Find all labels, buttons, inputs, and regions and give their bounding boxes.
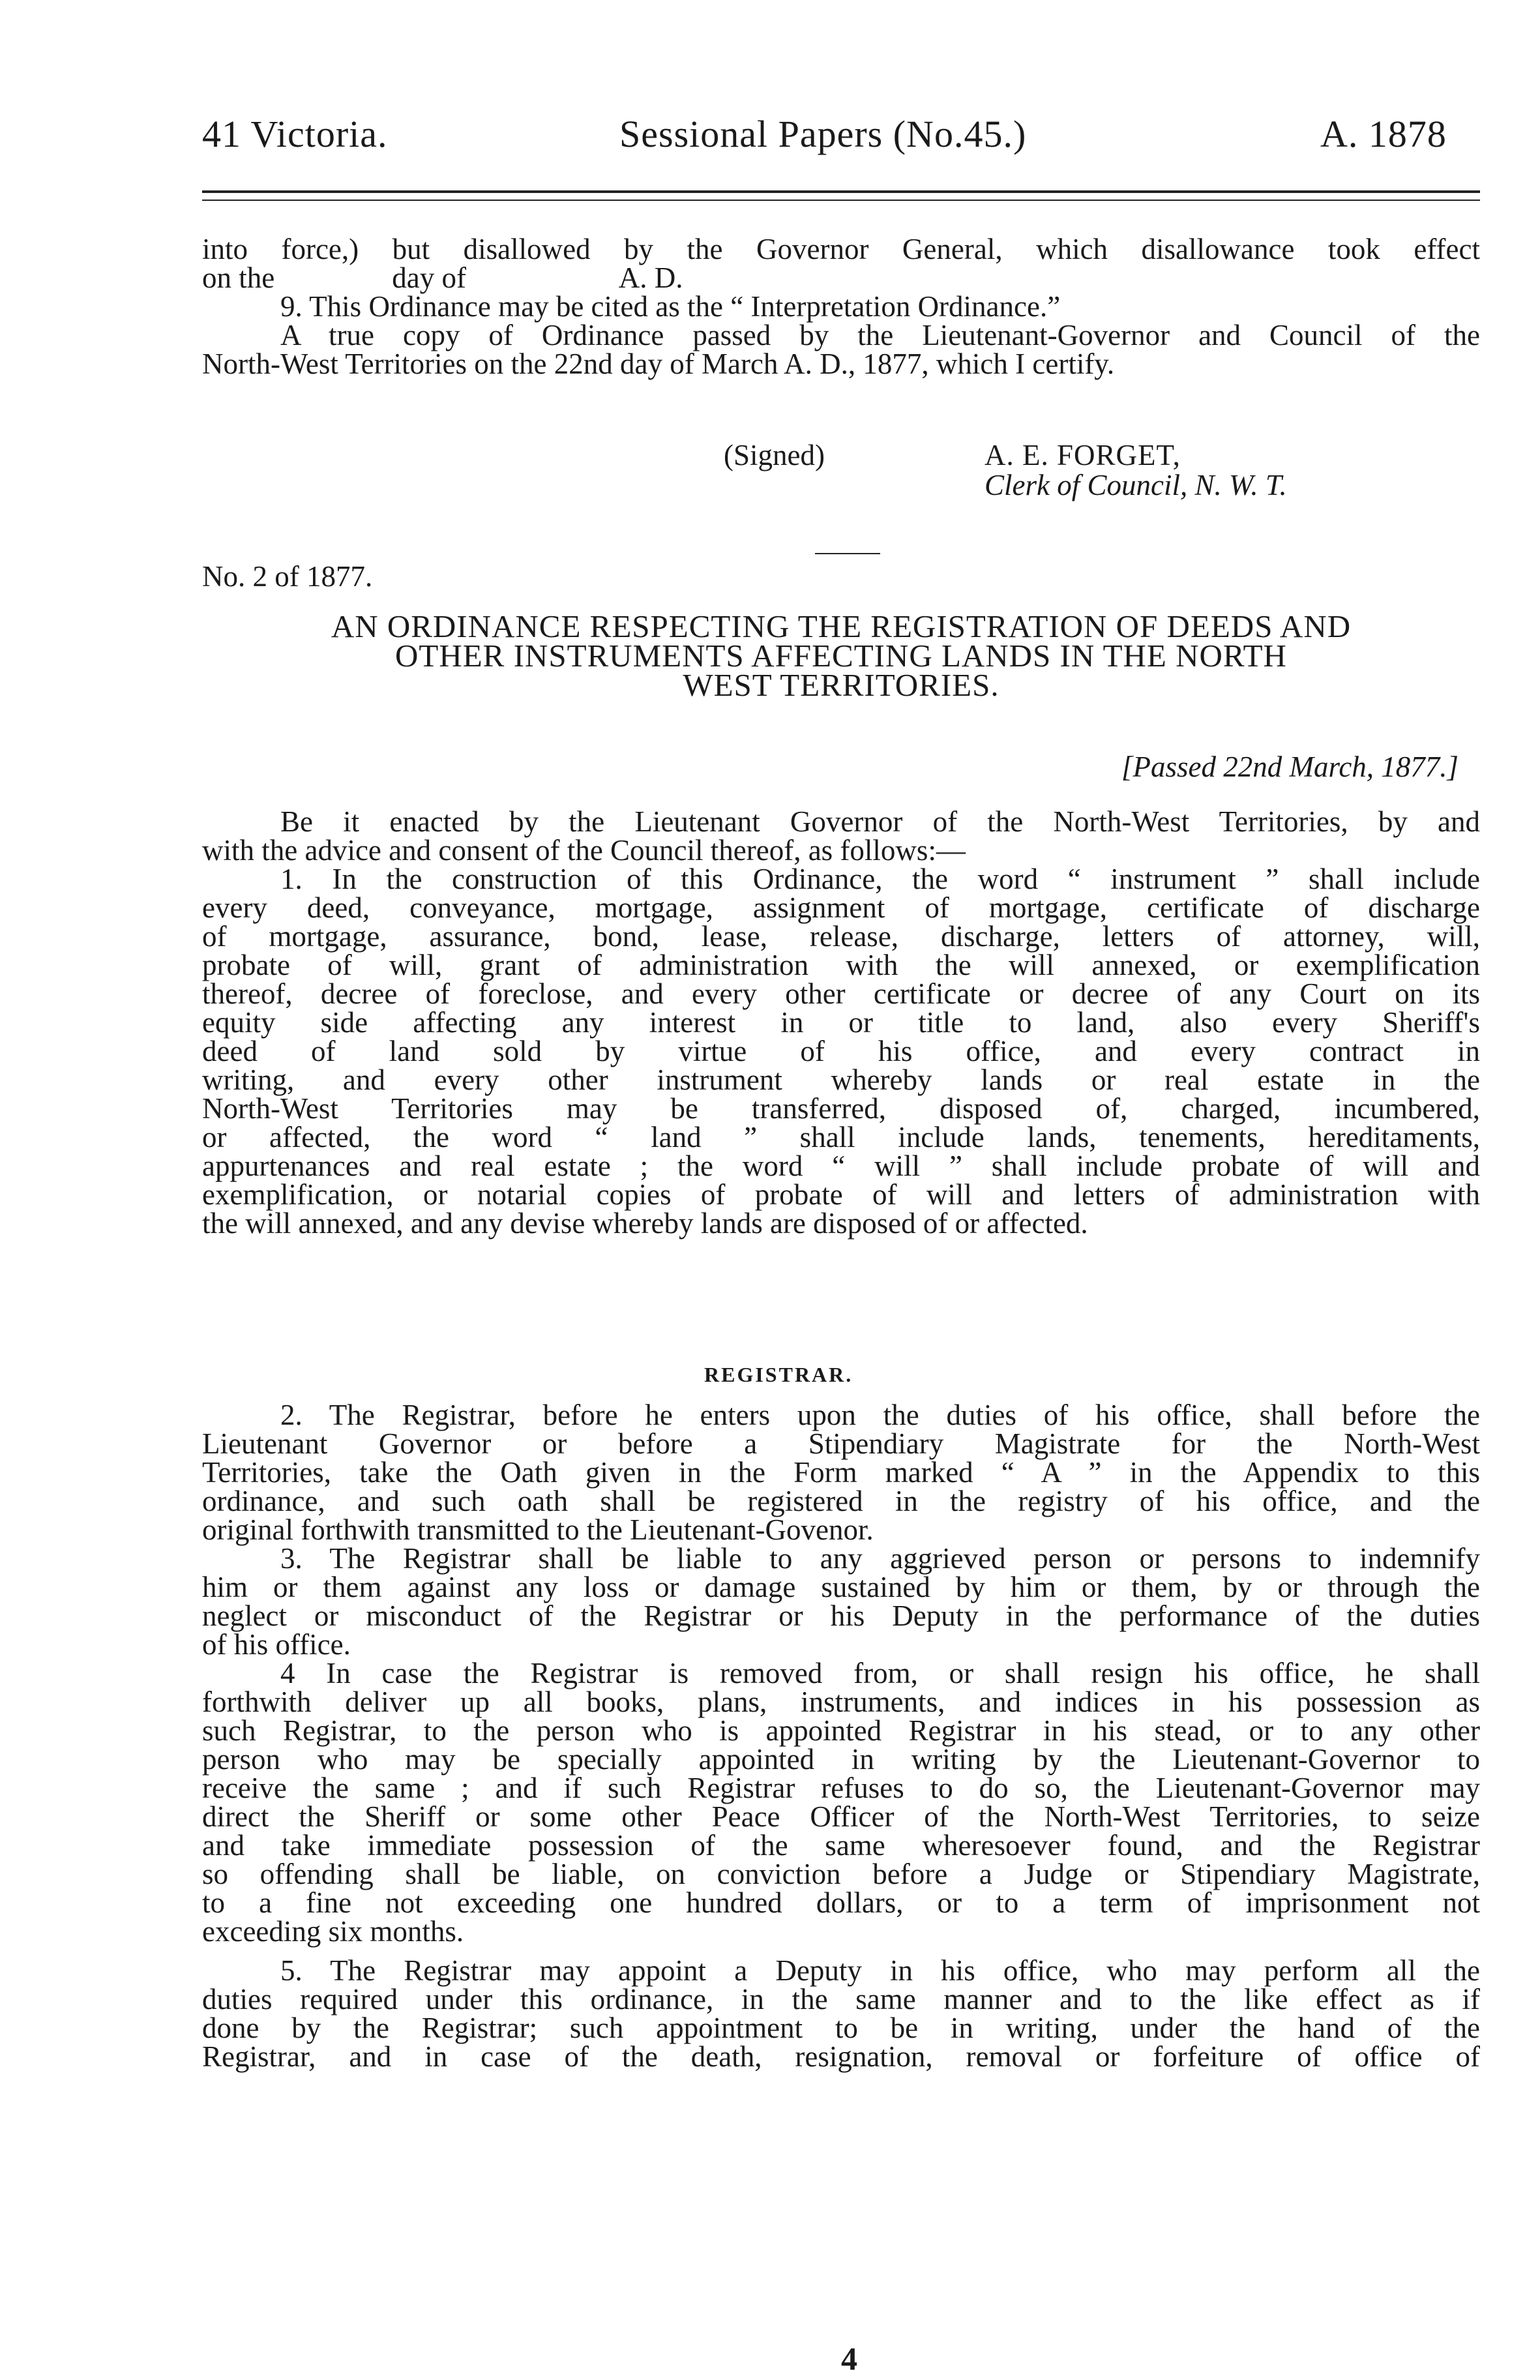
- signer-name: A. E. FORGET,: [985, 439, 1181, 471]
- text-line: deed of land sold by virtue of his office, and every contract in: [202, 1035, 1480, 1067]
- text-line: exceeding six months.: [202, 1915, 464, 1948]
- text-line: 4 In case the Registrar is removed from, or shall resign his office, he shall: [280, 1657, 1480, 1689]
- text-line: appurtenances and real estate ; the word “ will ” shall include probate of will and: [202, 1150, 1480, 1182]
- text-line: of mortgage, assurance, bond, lease, release, discharge, letters of attorney, will,: [202, 920, 1480, 953]
- text-line: to a fine not exceeding one hundred dollars, or to a term of imprisonment not: [202, 1886, 1480, 1919]
- text-line: Territories, take the Oath given in the Form marked “ A ” in the Appendix to this: [202, 1456, 1480, 1489]
- title-line: OTHER INSTRUMENTS AFFECTING LANDS IN THE NORTH: [395, 638, 1287, 674]
- text-line: Be it enacted by the Lieutenant Governor of the North-West Territories, by and: [280, 805, 1480, 838]
- text-line: of his office.: [202, 1628, 351, 1661]
- separator-rule: [815, 553, 880, 554]
- section-3: [202, 1544, 1480, 1659]
- title-line: AN ORDINANCE RESPECTING THE REGISTRATION OF DEEDS AND: [331, 608, 1352, 644]
- signed-label: (Signed): [724, 439, 825, 471]
- header-left: 41 Victoria.: [202, 113, 388, 155]
- text-line: 5. The Registrar may appoint a Deputy in his office, who may perform all the: [280, 1954, 1480, 1987]
- text-line: every deed, conveyance, mortgage, assignment of mortgage, certificate of discharge: [202, 891, 1480, 924]
- subheading-registrar: REGISTRAR.: [704, 1363, 853, 1386]
- text-line: thereof, decree of foreclose, and every other certificate or decree of any Court on its: [202, 977, 1480, 1010]
- title-line: WEST TERRITORIES.: [683, 667, 1000, 703]
- text-line: 2. The Registrar, before he enters upon the duties of his office, shall before the: [280, 1399, 1480, 1431]
- text-line: done by the Registrar; such appointment to be in writing, under the hand of the: [202, 2012, 1480, 2044]
- text-line: 1. In the construction of this Ordinance, the word “ instrument ” shall include: [280, 863, 1480, 895]
- section-1: [202, 865, 1480, 1238]
- header-rule-thick: [202, 190, 1480, 193]
- text-line: duties required under this ordinance, in the same manner and to the like effect as if: [202, 1983, 1480, 2016]
- text-line: forthwith deliver up all books, plans, instruments, and indices in his possession as: [202, 1686, 1480, 1718]
- text-line: or affected, the word “ land ” shall include lands, tenements, hereditaments,: [202, 1121, 1480, 1153]
- text-line: and take immediate possession of the same wheresoever found, and the Registrar: [202, 1829, 1480, 1862]
- text-line: neglect or misconduct of the Registrar or his Deputy in the performance of the duties: [202, 1599, 1480, 1632]
- text-line: Registrar, and in case of the death, resignation, removal or forfeiture of office of: [202, 2040, 1480, 2073]
- text-line: receive the same ; and if such Registrar refuses to do so, the Lieutenant-Governor may: [202, 1772, 1480, 1804]
- ordinance-number: No. 2 of 1877.: [202, 560, 373, 593]
- header-rule-thin: [202, 200, 1480, 201]
- text-line: the will annexed, and any devise whereby lands are disposed of or affected.: [202, 1207, 1088, 1240]
- text-line: original forthwith transmitted to the Lieutenant-Govenor.: [202, 1513, 874, 1546]
- header-center: Sessional Papers (No.45.): [619, 113, 1027, 155]
- header-right: A. 1878: [1320, 113, 1447, 155]
- page-number: 4: [841, 2340, 857, 2377]
- text-line: 3. The Registrar shall be liable to any aggrieved person or persons to indemnify: [280, 1542, 1480, 1575]
- text-line: North-West Territories may be transferred, disposed of, charged, incumbered,: [202, 1092, 1480, 1125]
- text-line: him or them against any loss or damage sustained by him or them, by or through the: [202, 1571, 1480, 1603]
- text-line: ordinance, and such oath shall be registered in the registry of his office, and the: [202, 1485, 1480, 1517]
- section-2: [202, 1401, 1480, 1544]
- top-section: [202, 235, 1480, 378]
- ordinance-title: [202, 608, 1480, 703]
- text-line: with the advice and consent of the Council thereof, as follows:—: [202, 834, 966, 867]
- text-line: writing, and every other instrument whereby lands or real estate in the: [202, 1064, 1480, 1096]
- text-line: A true copy of Ordinance passed by the Lieutenant-Governor and Council of the: [280, 319, 1480, 351]
- text-line: probate of will, grant of administration with the will annexed, or exemplification: [202, 949, 1480, 981]
- text-line: North-West Territories on the 22nd day of March A. D., 1877, which I certify.: [202, 348, 1115, 380]
- text-line: such Registrar, to the person who is appointed Registrar in his stead, or to any other: [202, 1714, 1480, 1747]
- text-line: into force,) but disallowed by the Governor General, which disallowance took effect: [202, 233, 1480, 265]
- text-line: equity side affecting any interest in or title to land, also every Sheriff's: [202, 1006, 1480, 1039]
- text-line: person who may be specially appointed in writing by the Lieutenant-Governor to: [202, 1743, 1480, 1776]
- text-line: so offending shall be liable, on conviction before a Judge or Stipendiary Magistrate,: [202, 1858, 1480, 1890]
- section-5: [202, 1956, 1480, 2071]
- section-4: [202, 1659, 1480, 1946]
- text-line: 9. This Ordinance may be cited as the “ Interpretation Ordinance.”: [280, 290, 1061, 323]
- passed-date: [Passed 22nd March, 1877.]: [1121, 751, 1459, 783]
- text-line: on the day of A. D.: [202, 261, 683, 294]
- signer-title: Clerk of Council, N. W. T.: [985, 469, 1287, 501]
- text-line: exemplification, or notarial copies of probate of will and letters of administration with: [202, 1178, 1480, 1211]
- text-line: Lieutenant Governor or before a Stipendiary Magistrate for the North-West: [202, 1427, 1480, 1460]
- text-line: direct the Sheriff or some other Peace Officer of the North-West Territories, to seize: [202, 1800, 1480, 1833]
- enacting-clause: [202, 807, 1480, 865]
